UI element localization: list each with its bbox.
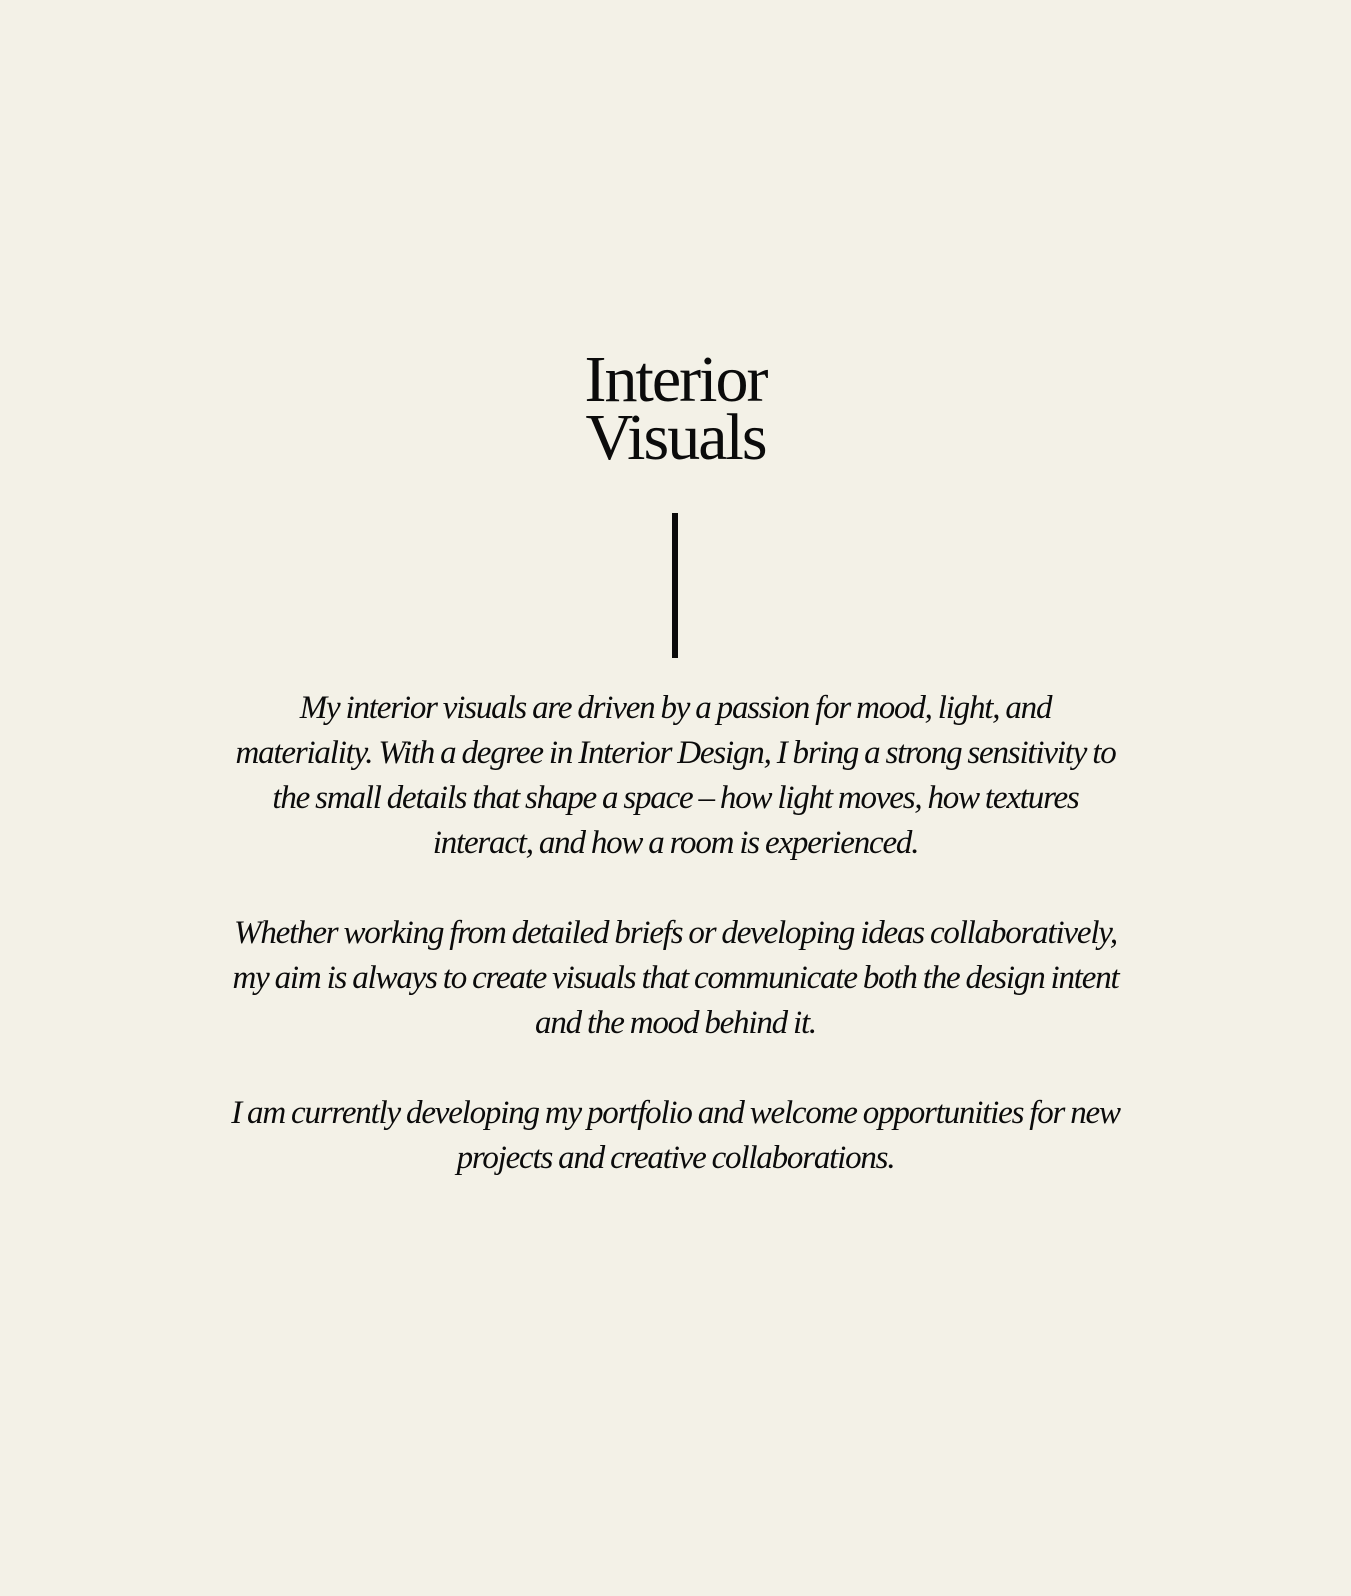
about-text bbox=[230, 686, 1121, 1181]
about-paragraph-1: My interior visuals are driven by a passion for mood, light, and materiality. With a degree in Interior Design, I bring a strong sensitivity to the small details that shape a space – how light moves, how textures interact, and how a room is experienced. bbox=[235, 690, 1116, 861]
page-title bbox=[0, 343, 1351, 474]
vertical-divider bbox=[672, 513, 678, 658]
page-title-line-2: Visuals bbox=[585, 401, 766, 474]
page-title-line-1: Interior bbox=[584, 343, 767, 416]
about-paragraph-2: Whether working from detailed briefs or developing ideas collaboratively, my aim is always to create visuals that communicate both the design intent and the mood behind it. bbox=[232, 915, 1119, 1041]
about-paragraph-3: I am currently developing my portfolio and welcome opportunities for new projects and creative collaborations. bbox=[231, 1095, 1120, 1176]
